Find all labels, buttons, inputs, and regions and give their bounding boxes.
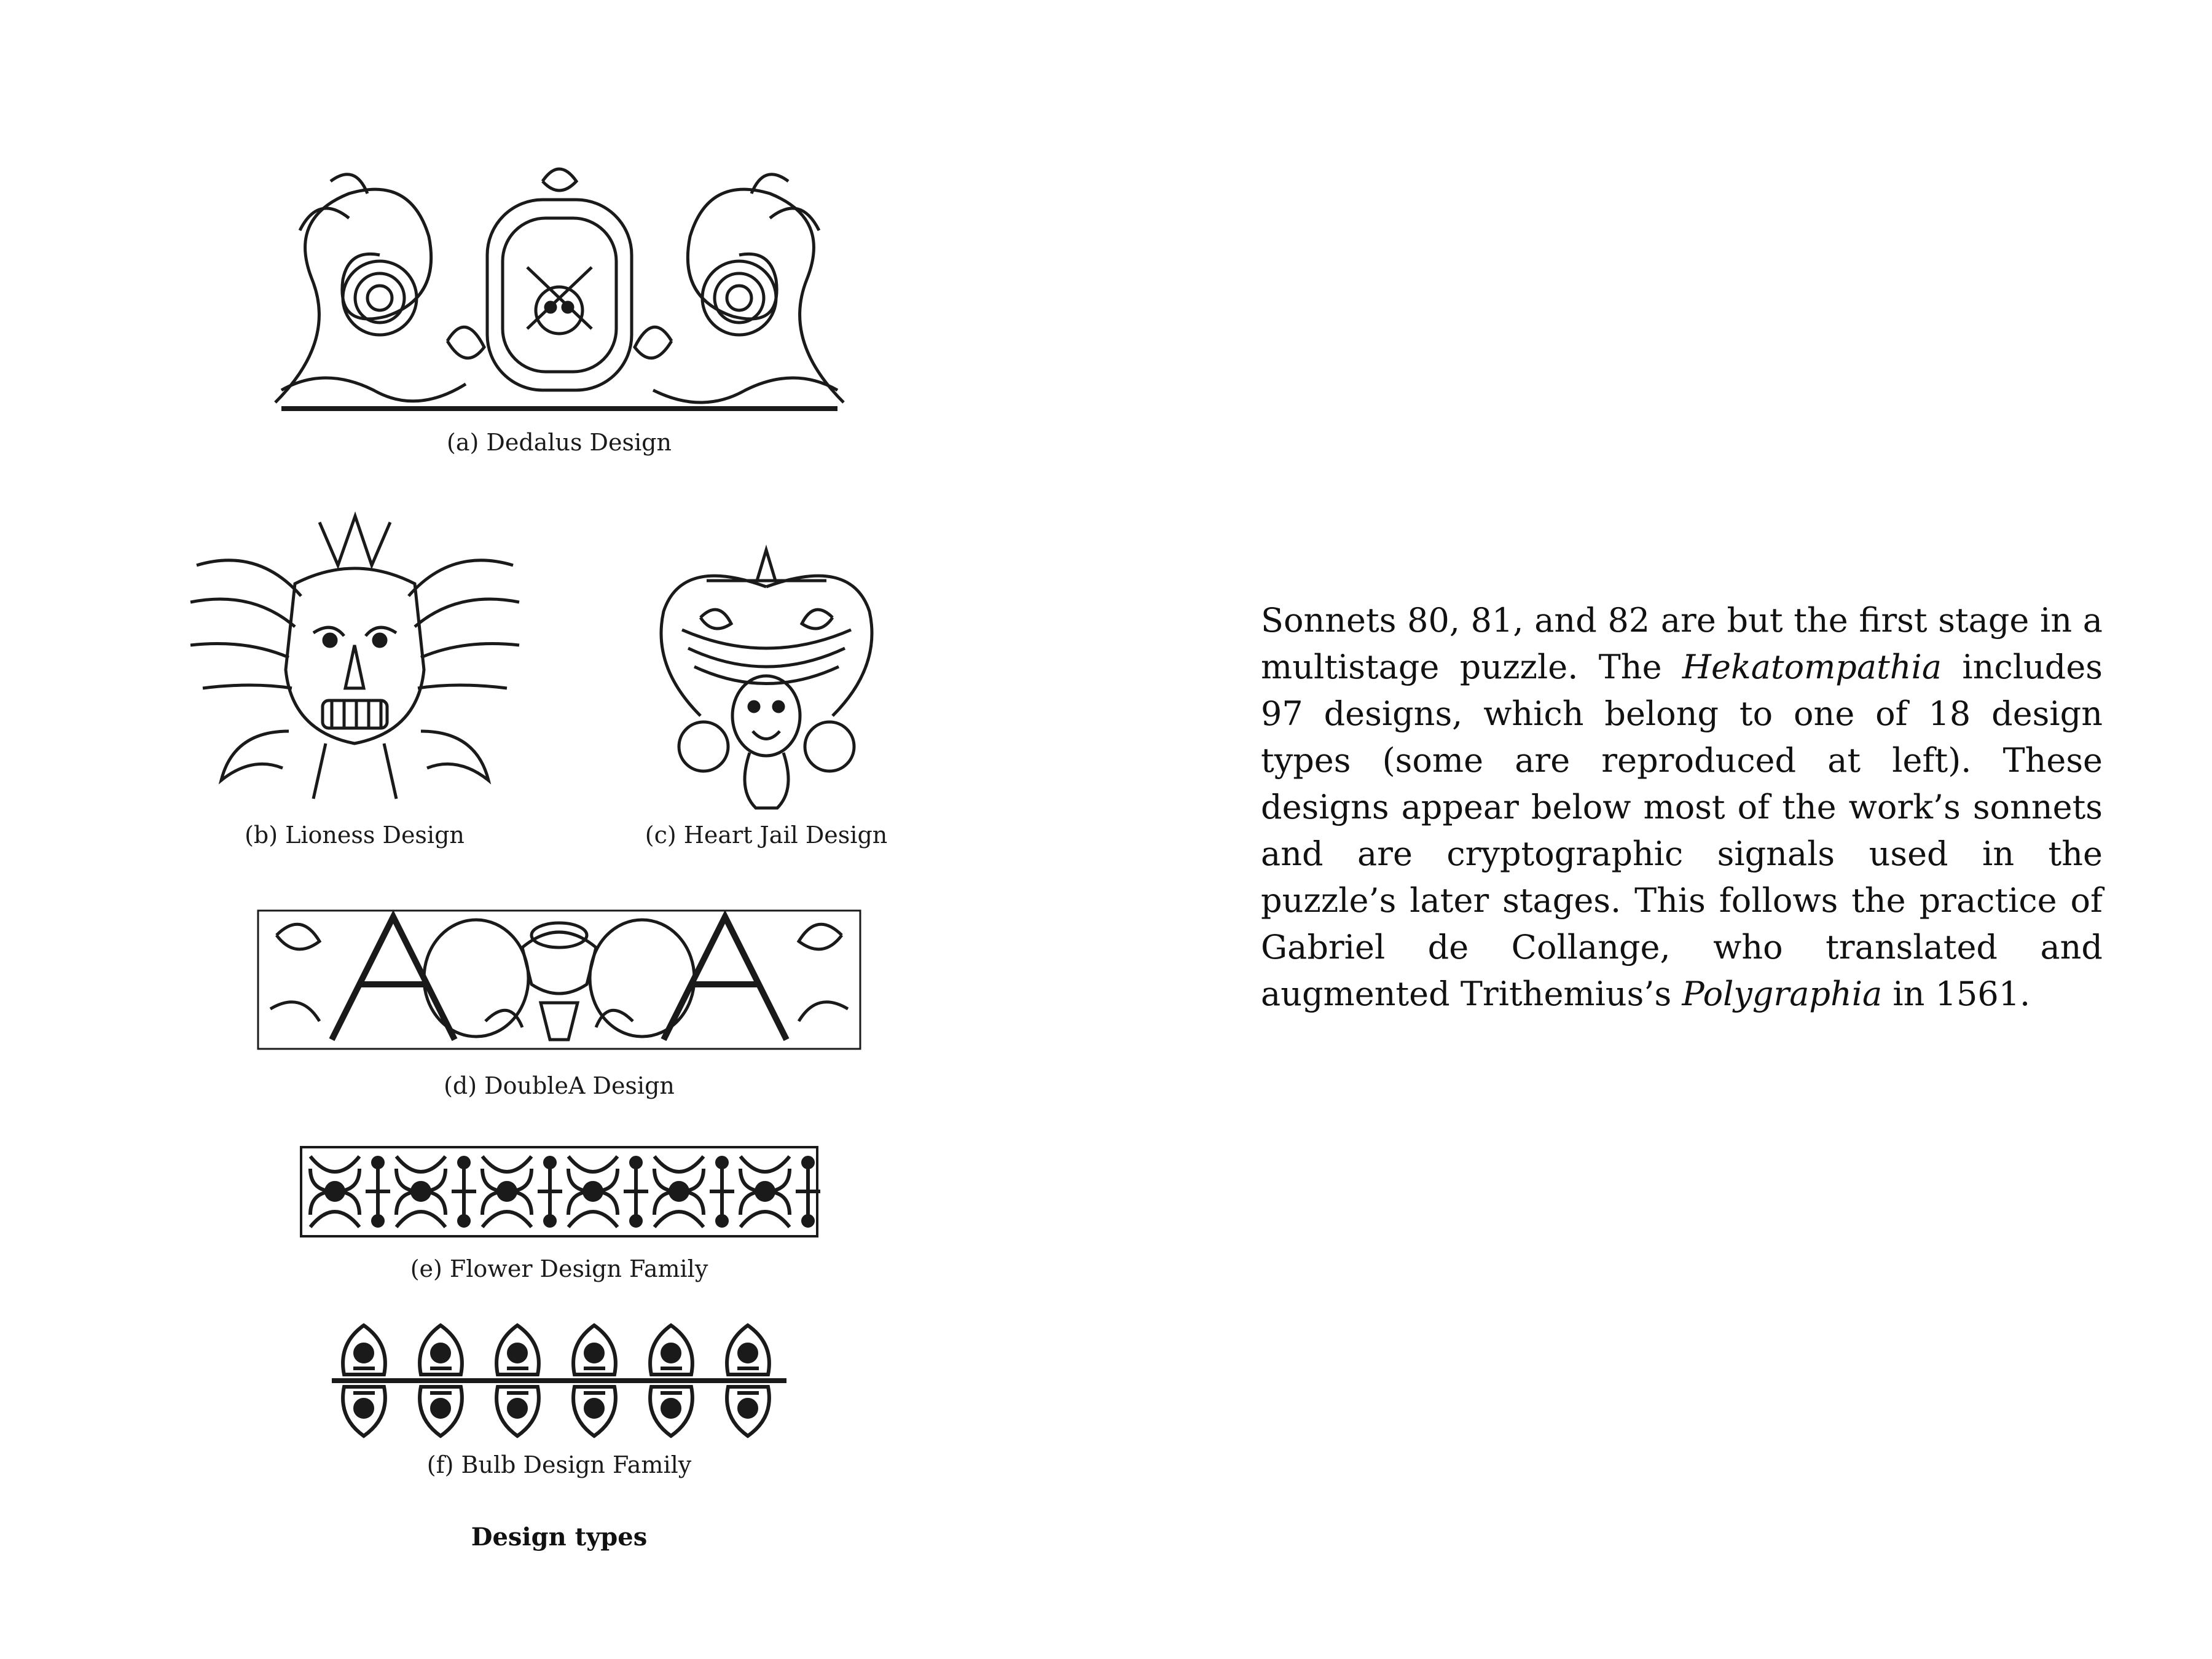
figures-title: Design types: [471, 1523, 648, 1551]
body-text-part-3: in 1561.: [1882, 975, 2031, 1013]
body-text-part-1: Sonnets 80, 81, and 82 are but the first stage in a multistage puzzle. The: [1261, 601, 2103, 686]
hekatompathia-title: Hekatompathia: [1682, 648, 1942, 686]
heart-jail-design-image: [645, 544, 888, 814]
polygraphia-title: Polygraphia: [1682, 975, 1883, 1013]
doublea-design-image: [252, 898, 866, 1061]
figure-caption-a: (a) Dedalus Design: [447, 429, 672, 456]
figure-caption-b: (b) Lioness Design: [245, 822, 465, 849]
figure-caption-e: (e) Flower Design Family: [410, 1255, 708, 1282]
dedalus-design-image: [263, 157, 856, 421]
figure-caption-c: (c) Heart Jail Design: [645, 822, 888, 849]
flower-design-image: [298, 1144, 820, 1239]
lioness-design-image: [184, 510, 525, 811]
figure-caption-f: (f) Bulb Design Family: [426, 1451, 692, 1478]
bulb-design-image: [326, 1319, 793, 1442]
body-paragraph: [1261, 597, 2103, 1018]
figure-caption-d: (d) DoubleA Design: [444, 1072, 675, 1099]
body-text-part-2: includes 97 designs, which belong to one of 18 design types (some are reproduced at left). These designs appear below most of the work’s sonnets and are cryptographic signals used in the puzzle’s later stages. This follows the practice of Gabriel de Collange, who translated and augmented Trithemius’s: [1261, 648, 2103, 1013]
